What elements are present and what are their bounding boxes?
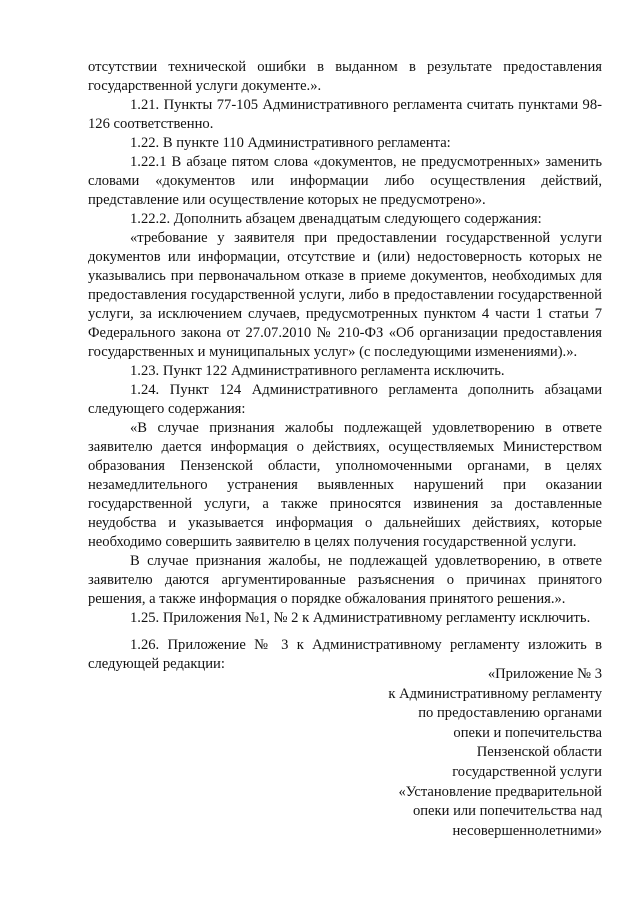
appendix-line: «Установление предварительной — [398, 783, 602, 800]
paragraph-1-26: 1.26. Приложение № 3 к Административному регламенту изложить в следующей редакции: — [88, 637, 602, 672]
paragraph-spacer — [88, 628, 602, 636]
paragraph-1-25: 1.25. Приложения №1, № 2 к Административному регламенту исключить. — [130, 610, 591, 626]
paragraph-1-24: 1.24. Пункт 124 Административного регламента дополнить абзацами следующего содержания: — [88, 382, 602, 417]
paragraph-1-22-1: 1.22.1 В абзаце пятом слова «документов, не предусмотренных» заменить словами «документов или информации либо осуществления действий, представление или осуществление которых не предусмотрено». — [88, 154, 602, 208]
appendix-line: по предоставлению органами — [418, 705, 602, 722]
paragraph-quoted-requirement: «требование у заявителя при предоставлении государственной услуги документов или информации, отсутствие и (или) недостоверность которых не указывались при первоначальном отказе в приеме документов, необходимых для предоставления государственной услуги, либо в предоставлении государственной услуги, за исключением случаев, предусмотренных пунктом 4 части 1 статьи 7 Федерального закона от 27.07.2010 № 210-ФЗ «Об организации предоставления государственных и муниципальных услуг» (с последующими изменениями).». — [88, 230, 602, 360]
appendix-line: Пензенской области — [476, 744, 602, 761]
paragraph-1-22-2: 1.22.2. Дополнить абзацем двенадцатым следующего содержания: — [130, 211, 542, 227]
paragraph-1-21: 1.21. Пункты 77-105 Административного регламента считать пунктами 98-126 соответственно. — [88, 97, 602, 132]
appendix-header — [302, 665, 602, 841]
paragraph-1-23: 1.23. Пункт 122 Административного регламента исключить. — [130, 363, 505, 379]
appendix-line: опеки и попечительства — [453, 724, 602, 741]
appendix-title: «Приложение № 3 — [487, 666, 602, 682]
document-body — [88, 58, 602, 674]
paragraph-1-22: 1.22. В пункте 110 Административного регламента: — [130, 135, 451, 151]
paragraph-complaint-satisfied: «В случае признания жалобы подлежащей удовлетворению в ответе заявителю дается информация о действиях, осуществляемых Министерством образования Пензенской области, уполномоченными органами, в целях незамедлительного устранения выявленных нарушений при оказании государственной услуги, а также приносятся извинения за доставленные неудобства и указывается информация о дальнейших действиях, которые необходимо совершить заявителю в целях получения государственной услуги. — [88, 420, 602, 550]
appendix-line: к Административному регламенту — [388, 685, 602, 702]
appendix-line: опеки или попечительства над — [412, 803, 602, 820]
paragraph-continuation: отсутствии технической ошибки в выданном в результате предоставления государственной услуги документе.». — [88, 59, 602, 94]
appendix-line: несовершеннолетними» — [452, 822, 602, 839]
appendix-line: государственной услуги — [452, 763, 602, 780]
paragraph-complaint-rejected: В случае признания жалобы, не подлежащей удовлетворению, в ответе заявителю даются аргументированные разъяснения о причинах принятого решения, а также информация о порядке обжалования принятого решения.». — [88, 553, 602, 607]
